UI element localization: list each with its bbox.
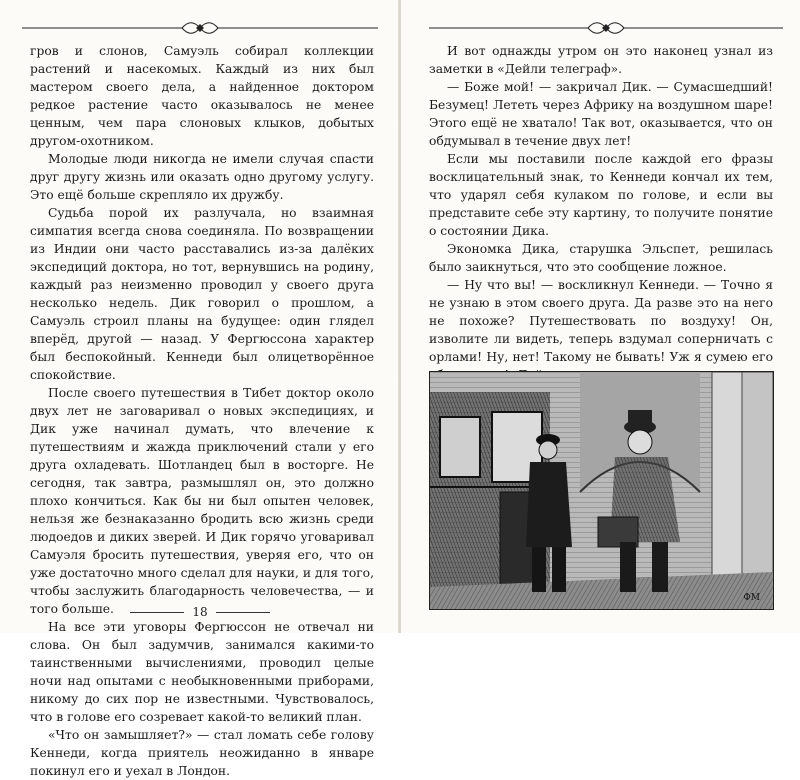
paragraph: Судьба порой их разлучала, но взаимная симпатия всегда снова соединяла. По возвращении из Индии они часто расставались из-за далёких экспедиций доктора, но тот, вернувшись на родину, каждый раз неизменно проводил у своего друга несколько недель. Дик говорил о прошлом, а Самуэль строил планы на будущее: один глядел вперёд, другой — назад. У Фергюссона характер был беспокойный. Кеннеди был олицетворённое спокойствие. bbox=[30, 206, 374, 382]
header-ornament bbox=[429, 18, 783, 38]
paragraph: Молодые люди никогда не имели случая спасти друг другу жизнь или оказать одно другому услугу. Это ещё больше скрепляло их дружбу. bbox=[30, 152, 374, 202]
page-number-text: 18 bbox=[192, 605, 208, 619]
illustrator-signature: ФМ bbox=[743, 593, 760, 603]
paragraph: — Ну что вы! — воскликнул Кеннеди. — Точно я не узнаю в этом своего друга. Да разве это на него не похоже? Путешествовать по воздуху! Он, изволите ли видеть, теперь вздумал соперничать с орлами! Ну, нет! Такому не бывать! Уж я сумею его bbox=[429, 278, 773, 364]
engraving-illustration bbox=[429, 371, 774, 610]
header-ornament bbox=[22, 18, 378, 38]
paragraph: После своего путешествия в Тибет доктор около двух лет не заговаривал о новых экспедициях, и Дик уже начинал думать, что влечение к путешествиям и жажда приключений стали у его друга охладевать. Шотландец был в восторге. Не сегодня, так завтра, размышлял он, это должно плохо кончиться. Как бы ни был опытен человек, нельзя же безнаказанно бродить всю жизнь среди людоедов и диких зверей. И Дик горячо уговаривал Самуэля бросить путешествия, уверяя его, что он уже достаточно много сделал для науки, и для того, чтобы заслужить благодарность человечества, — и того больше. bbox=[30, 386, 374, 616]
paragraph: — Боже мой! — закричал Дик. — Сумасшедший! Безумец! Лететь через Африку на воздушном шаре! Этого ещё не хватало! Так вот, оказывается, что он обдумывал в течение двух лет! bbox=[429, 80, 773, 148]
paragraph: Экономка Дика, старушка Эльспет, решилась было заикнуться, что это сообщение ложное. bbox=[429, 242, 773, 274]
left-text-column bbox=[30, 42, 374, 780]
left-page bbox=[0, 0, 399, 778]
right-page bbox=[401, 0, 800, 633]
folio-rule-right bbox=[216, 612, 270, 613]
paragraph: «Что он замышляет?» — стал ломать себе голову Кеннеди, когда приятель неожиданно в январе покинул его и уехал в Лондон. bbox=[30, 728, 374, 778]
paragraph: Если мы поставили после каждой его фразы восклицательный знак, то Кеннеди кончал их тем, что ударял себя кулаком по голове, и если вы представите себе эту картину, то получите понятие о состоянии Дика. bbox=[429, 152, 773, 238]
train-station-engraving bbox=[430, 372, 773, 609]
page-number bbox=[130, 602, 270, 622]
paragraph: На все эти уговоры Фергюссон не отвечал ни слова. Он был задумчив, занимался какими-то таинственными вычислениями, проводил целые ночи над опытами с необыкновенными приборами, никому до сих пор не известными. Чувствовалось, что в голове его созревает какой-то великий план. bbox=[30, 620, 374, 724]
paragraph: И вот однажды утром он это наконец узнал из заметки в «Дейли телеграф». bbox=[429, 44, 773, 76]
folio-rule-left bbox=[130, 612, 184, 613]
paragraph: гров и слонов, Самуэль собирал коллекции растений и насекомых. Каждый из них был мастером своего дела, а найденное доктором редкое растение часто оказывалось не менее ценным, чем пара слоновых клыков, добытых другом-охотником. bbox=[30, 44, 374, 148]
